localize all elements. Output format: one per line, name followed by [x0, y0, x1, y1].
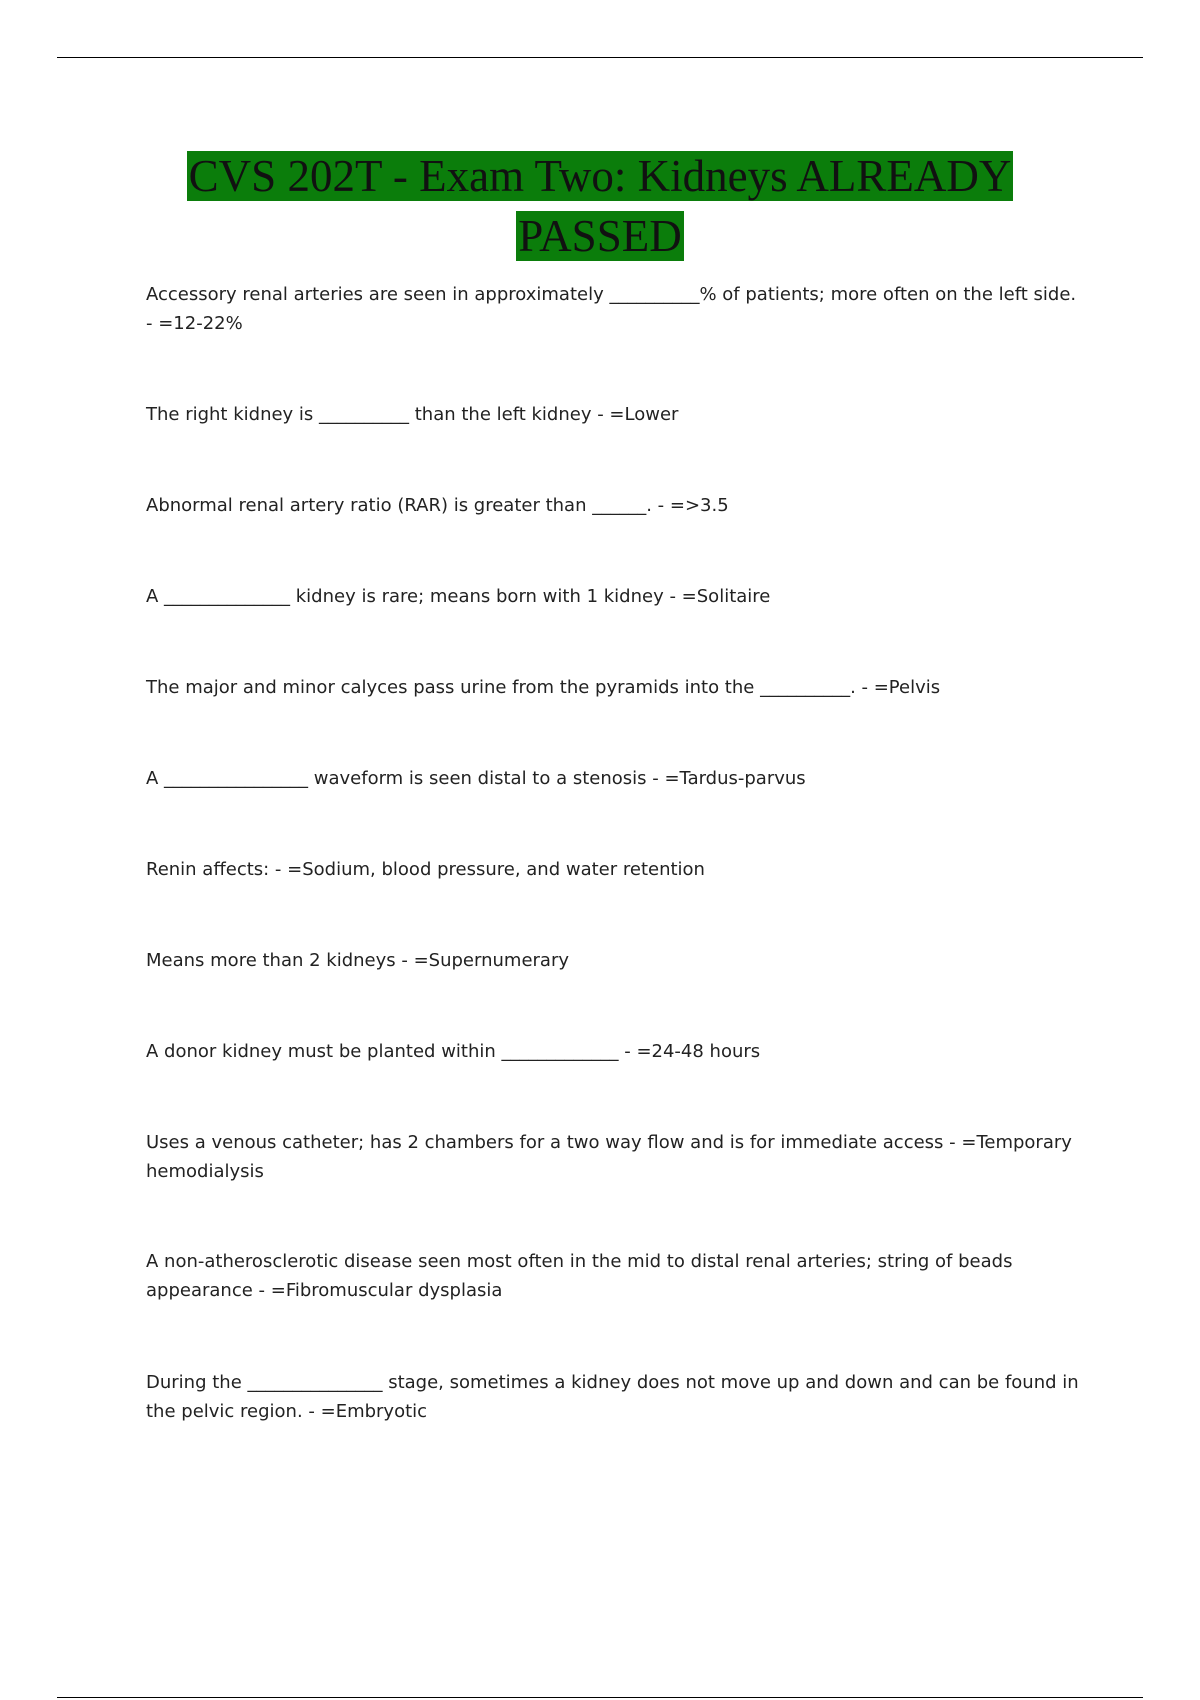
header-rule	[57, 57, 1143, 58]
qa-item-2: The right kidney is __________ than the left kidney - =Lower	[146, 404, 679, 425]
qa-item-5: The major and minor calyces pass urine from the pyramids into the __________. - =Pelvis	[146, 677, 941, 698]
qa-item-7: Renin affects: - =Sodium, blood pressure, and water retention	[146, 859, 705, 880]
footer-rule	[57, 1697, 1143, 1698]
document-title	[150, 146, 1050, 266]
qa-item-11: A non-atherosclerotic disease seen most often in the mid to distal renal arteries; string of beads appearance - =Fibromuscular dysplasia	[146, 1251, 1013, 1301]
qa-item-10: Uses a venous catheter; has 2 chambers for a two way flow and is for immediate access - =Temporary hemodialysis	[146, 1132, 1072, 1182]
qa-item-9: A donor kidney must be planted within _____________ - =24-48 hours	[146, 1041, 761, 1062]
qa-item-12: During the _______________ stage, sometimes a kidney does not move up and down and can be found in the pelvic region. - =Embryotic	[146, 1372, 1079, 1422]
qa-item-8: Means more than 2 kidneys - =Supernumerary	[146, 950, 569, 971]
qa-item-3: Abnormal renal artery ratio (RAR) is greater than ______. - =>3.5	[146, 495, 729, 516]
qa-item-4: A ______________ kidney is rare; means born with 1 kidney - =Solitaire	[146, 586, 771, 607]
qa-item-1: Accessory renal arteries are seen in approximately __________% of patients; more often on the left side. - =12-22%	[146, 284, 1077, 334]
document-title-text: CVS 202T - Exam Two: Kidneys ALREADY PASSED	[188, 151, 1012, 261]
qa-item-6: A ________________ waveform is seen distal to a stenosis - =Tardus-parvus	[146, 768, 806, 789]
